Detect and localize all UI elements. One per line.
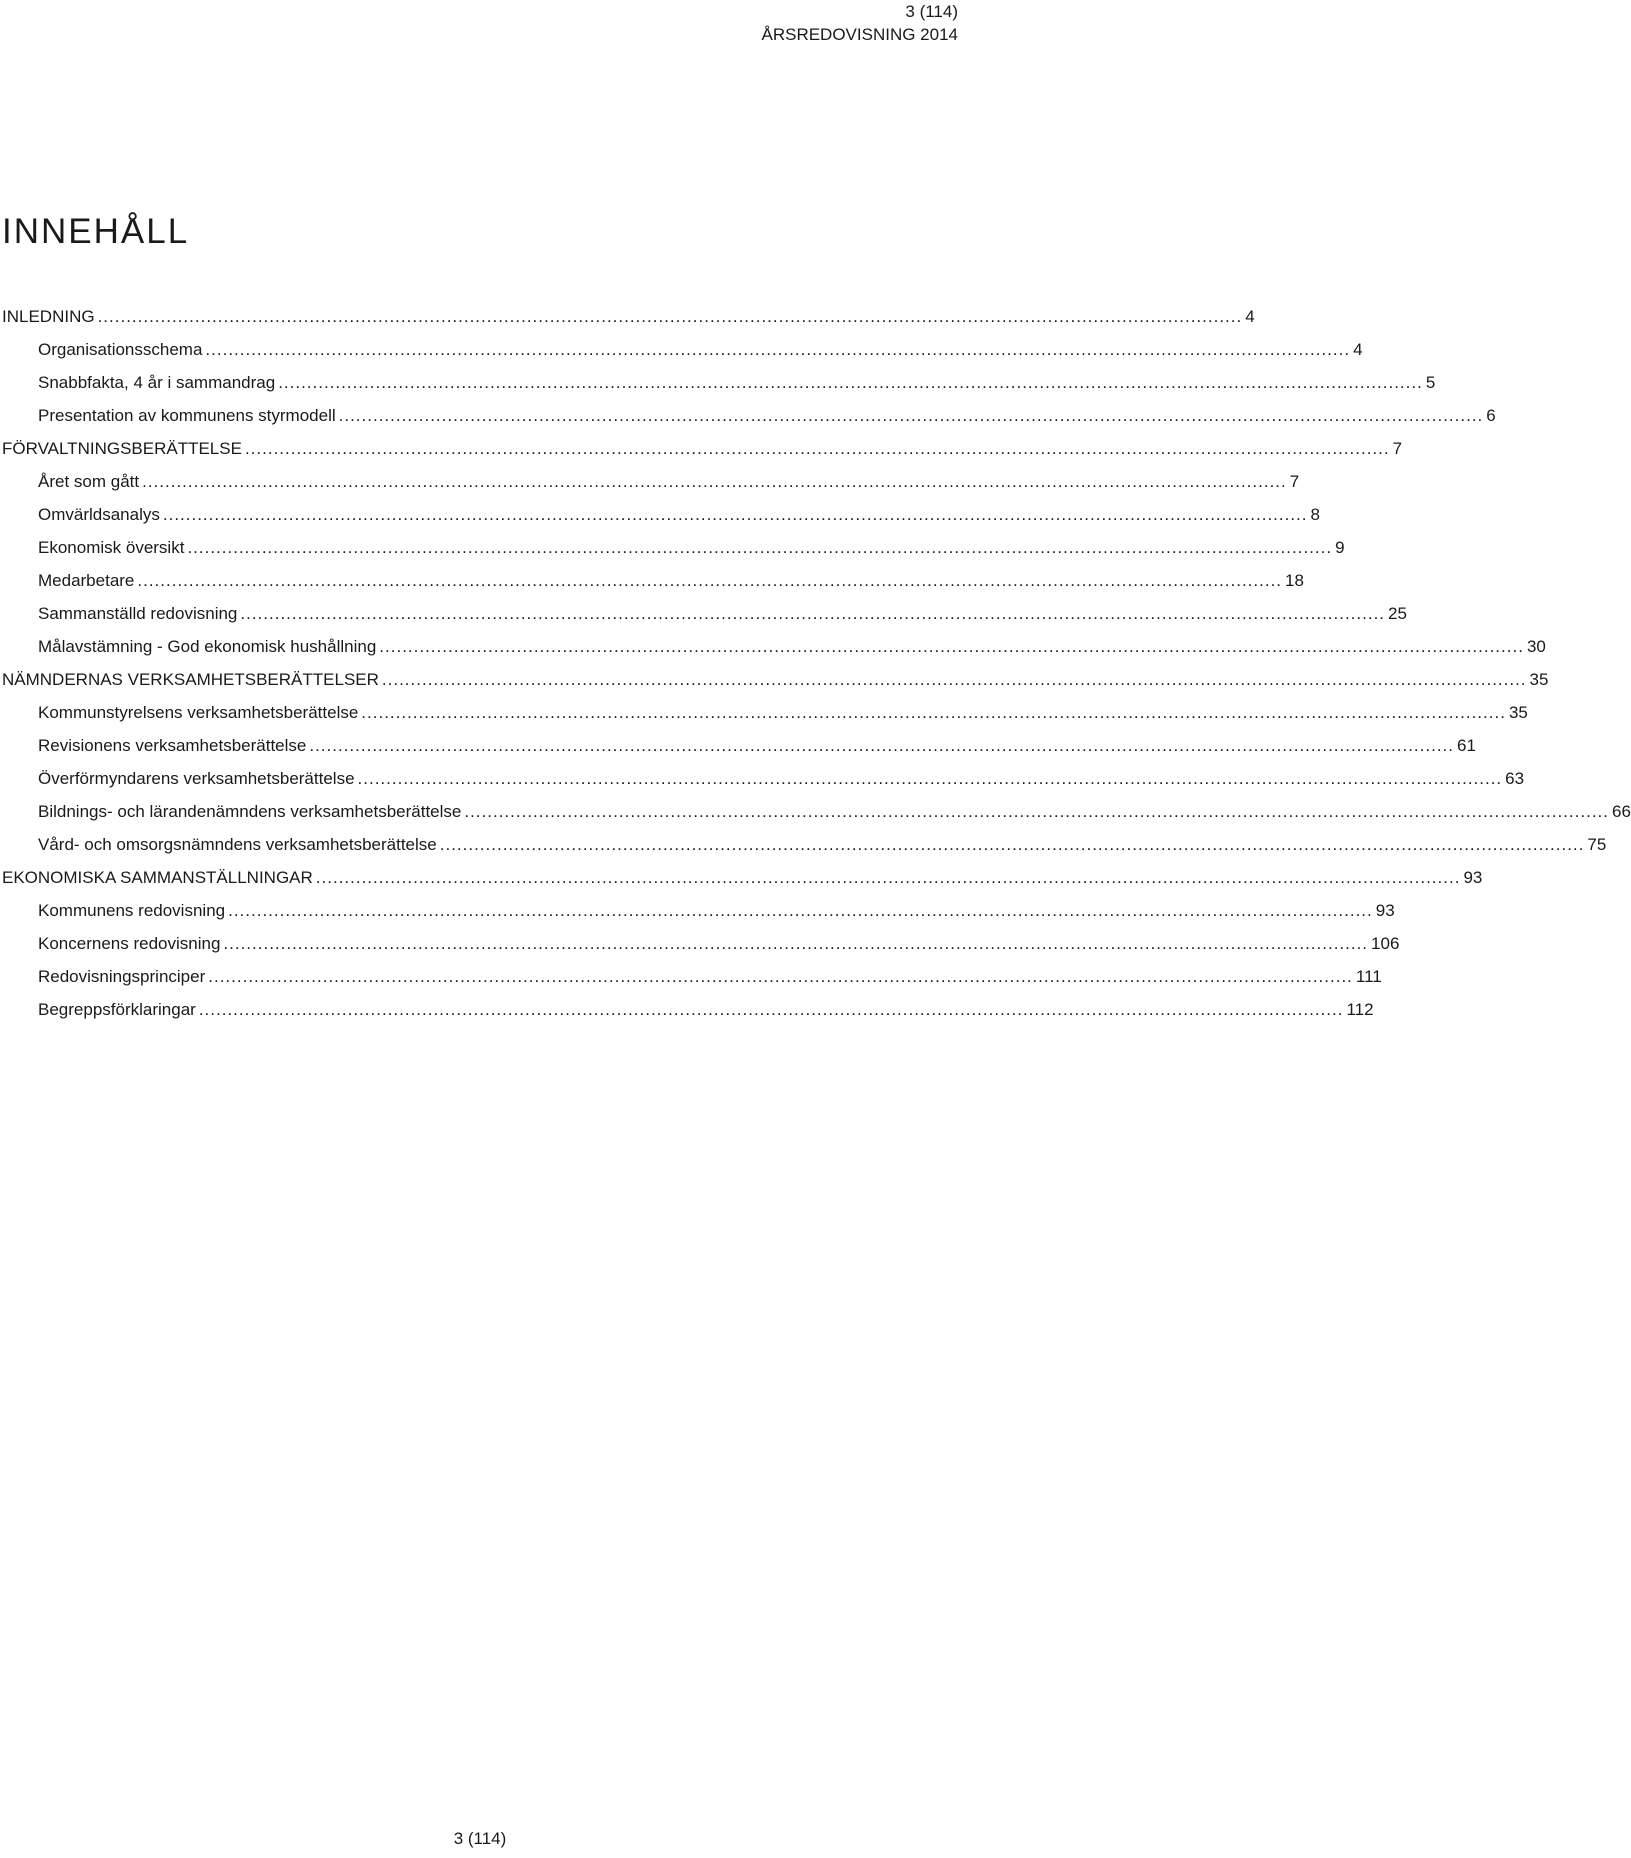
toc-subsection-entry[interactable]	[0, 897, 1395, 930]
toc-entry-page-number: 30	[1526, 637, 1546, 656]
toc-entry-page-number: 5	[1425, 373, 1436, 392]
toc-dot-leader: ........................................................................................................................................................................................................	[309, 736, 1454, 755]
toc-entry-page-number: 35	[1508, 703, 1528, 722]
toc-dot-leader: ........................................................................................................................................................................................................	[439, 835, 1585, 854]
toc-entry-label: EKONOMISKA SAMMANSTÄLLNINGAR	[2, 868, 313, 887]
toc-entry-label: Organisationsschema	[38, 340, 203, 359]
toc-subsection-entry[interactable]	[0, 963, 1382, 996]
toc-entry-page-number: 61	[1457, 736, 1476, 755]
toc-entry-label: INLEDNING	[2, 307, 95, 326]
toc-entry-label: Presentation av kommunens styrmodell	[38, 406, 336, 425]
toc-dot-leader: ........................................................................................................................................................................................................	[278, 373, 1423, 392]
toc-subsection-entry[interactable]	[0, 600, 1407, 633]
page-title: INNEHÅLL	[2, 212, 190, 251]
toc-entry-label: Medarbetare	[38, 571, 135, 590]
toc-subsection-entry[interactable]	[0, 798, 1631, 831]
toc-dot-leader: ........................................................................................................................................................................................................	[240, 604, 1386, 623]
toc-entry-page-number: 93	[1375, 901, 1395, 920]
toc-dot-leader: ........................................................................................................................................................................................................	[464, 802, 1609, 821]
toc-entry-page-number: 7	[1392, 439, 1403, 458]
toc-subsection-entry[interactable]	[0, 534, 1345, 567]
toc-dot-leader: ........................................................................................................................................................................................................	[357, 769, 1503, 788]
toc-entry-page-number: 111	[1355, 967, 1382, 986]
toc-entry-label: Omvärldsanalys	[38, 505, 160, 524]
toc-entry-label: Kommunstyrelsens verksamhetsberättelse	[38, 703, 359, 722]
toc-entry-page-number: 9	[1335, 538, 1345, 557]
toc-entry-page-number: 93	[1463, 868, 1483, 887]
toc-entry-page-number: 35	[1529, 670, 1549, 689]
toc-dot-leader: ........................................................................................................................................................................................................	[361, 703, 1506, 722]
toc-entry-page-number: 4	[1353, 340, 1363, 359]
toc-dot-leader: ........................................................................................................................................................................................................	[315, 868, 1461, 887]
toc-entry-page-number: 66	[1612, 802, 1631, 821]
toc-dot-leader: ........................................................................................................................................................................................................	[208, 967, 1353, 986]
toc-entry-label: Redovisningsprinciper	[38, 967, 206, 986]
toc-dot-leader: ........................................................................................................................................................................................................	[97, 307, 1243, 326]
toc-entry-label: FÖRVALTNINGSBERÄTTELSE	[2, 439, 242, 458]
toc-entry-page-number: 6	[1486, 406, 1496, 425]
toc-entry-label: Ekonomisk översikt	[38, 538, 185, 557]
toc-dot-leader: ........................................................................................................................................................................................................	[137, 571, 1283, 590]
toc-subsection-entry[interactable]	[0, 402, 1496, 435]
toc-subsection-entry[interactable]	[0, 633, 1546, 666]
toc-subsection-entry[interactable]	[0, 831, 1607, 864]
toc-entry-page-number: 112	[1346, 1000, 1374, 1019]
header-report-title: ÅRSREDOVISNING 2014	[761, 25, 958, 44]
toc-entry-page-number: 106	[1371, 934, 1400, 953]
toc-section-entry[interactable]	[0, 666, 1549, 699]
toc-dot-leader: ........................................................................................................................................................................................................	[162, 505, 1308, 524]
toc-entry-page-number: 63	[1505, 769, 1525, 788]
toc-subsection-entry[interactable]	[0, 468, 1300, 501]
toc-entry-label: Begreppsförklaringar	[38, 1000, 196, 1019]
toc-subsection-entry[interactable]	[0, 732, 1476, 765]
toc-subsection-entry[interactable]	[0, 336, 1363, 369]
toc-dot-leader: ........................................................................................................................................................................................................	[338, 406, 1484, 425]
toc-subsection-entry[interactable]	[0, 996, 1374, 1029]
toc-entry-page-number: 4	[1245, 307, 1255, 326]
toc-subsection-entry[interactable]	[0, 501, 1320, 534]
toc-dot-leader: ........................................................................................................................................................................................................	[379, 637, 1524, 656]
toc-entry-label: Revisionens verksamhetsberättelse	[38, 736, 307, 755]
toc-dot-leader: ........................................................................................................................................................................................................	[187, 538, 1333, 557]
toc-dot-leader: ........................................................................................................................................................................................................	[198, 1000, 1344, 1019]
toc-entry-label: Sammanställd redovisning	[38, 604, 238, 623]
toc-dot-leader: ........................................................................................................................................................................................................	[223, 934, 1369, 953]
toc-subsection-entry[interactable]	[0, 369, 1436, 402]
page-footer	[0, 1828, 960, 1850]
toc-entry-page-number: 75	[1587, 835, 1607, 854]
toc-entry-label: Överförmyndarens verksamhetsberättelse	[38, 769, 355, 788]
toc-section-entry[interactable]	[0, 864, 1483, 897]
toc-subsection-entry[interactable]	[0, 567, 1304, 600]
toc-subsection-entry[interactable]	[0, 765, 1525, 798]
toc-dot-leader: ........................................................................................................................................................................................................	[142, 472, 1287, 491]
toc-entry-label: Snabbfakta, 4 år i sammandrag	[38, 373, 276, 392]
toc-dot-leader: ........................................................................................................................................................................................................	[228, 901, 1373, 920]
toc-entry-page-number: 8	[1310, 505, 1320, 524]
toc-entry-page-number: 7	[1289, 472, 1300, 491]
toc-entry-label: Målavstämning - God ekonomisk hushållning	[38, 637, 377, 656]
toc-dot-leader: ........................................................................................................................................................................................................	[381, 670, 1527, 689]
header-page-number: 3 (114)	[905, 2, 958, 21]
toc-section-entry[interactable]	[0, 303, 1255, 336]
toc-dot-leader: ........................................................................................................................................................................................................	[244, 439, 1390, 458]
toc-entry-label: NÄMNDERNAS VERKSAMHETSBERÄTTELSER	[2, 670, 379, 689]
footer-page-number: 3 (114)	[453, 1829, 507, 1848]
toc-subsection-entry[interactable]	[0, 699, 1528, 732]
toc-entry-label: Kommunens redovisning	[38, 901, 226, 920]
toc-entry-label: Koncernens redovisning	[38, 934, 221, 953]
page-header	[558, 0, 958, 46]
toc-entry-page-number: 18	[1285, 571, 1304, 590]
toc-entry-label: Vård- och omsorgsnämndens verksamhetsberättelse	[38, 835, 437, 854]
toc-subsection-entry[interactable]	[0, 930, 1400, 963]
toc-entry-page-number: 25	[1388, 604, 1407, 623]
toc-dot-leader: ........................................................................................................................................................................................................	[205, 340, 1351, 359]
table-of-contents	[0, 303, 1631, 1029]
toc-entry-label: Året som gått	[38, 472, 140, 491]
toc-section-entry[interactable]	[0, 435, 1403, 468]
toc-entry-label: Bildnings- och lärandenämndens verksamhetsberättelse	[38, 802, 462, 821]
